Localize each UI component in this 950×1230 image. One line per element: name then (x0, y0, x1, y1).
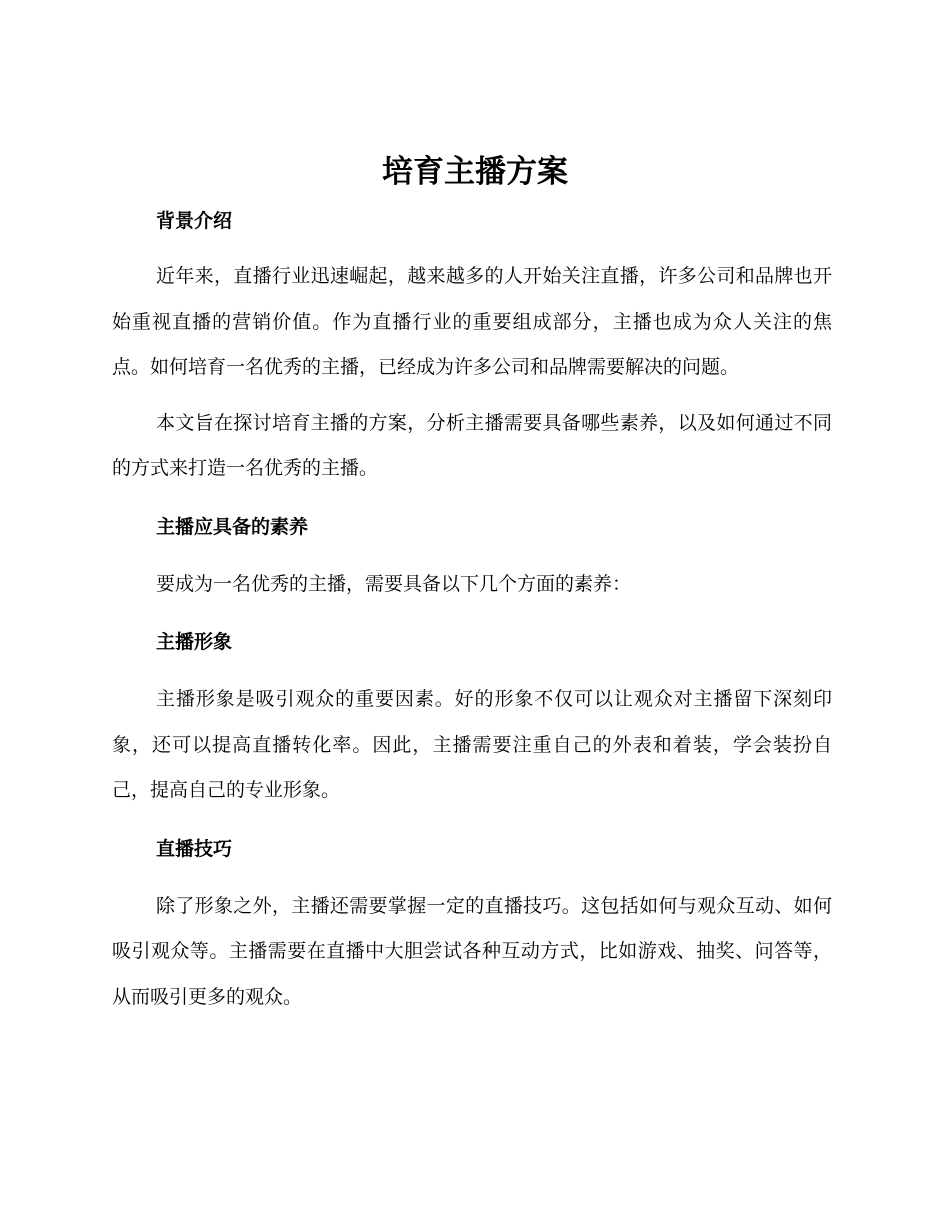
paragraph-purpose: 本文旨在探讨培育主播的方案，分析主播需要具备哪些素养，以及如何通过不同的方式来打造一名优秀的主播。 (112, 411, 832, 479)
paragraph-skills: 除了形象之外，主播还需要掌握一定的直播技巧。这包括如何与观众互动、如何吸引观众等。主播需要在直播中大胆尝试各种互动方式，比如游戏、抽奖、问答等，从而吸引更多的观众。 (112, 894, 832, 1008)
section-heading-image: 主播形象 (156, 631, 233, 653)
document-title: 培育主播方案 (382, 154, 568, 190)
section-heading-background: 背景介绍 (156, 210, 233, 232)
section-heading-skills: 直播技巧 (156, 837, 233, 860)
paragraph-background-intro: 近年来，直播行业迅速崛起，越来越多的人开始关注直播，许多公司和品牌也开始重视直播的营销价值。作为直播行业的重要组成部分，主播也成为众人关注的焦点。如何培育一名优秀的主播，已经成为许多公司和品牌需要解决的问题。 (112, 265, 832, 378)
document-body (112, 198, 832, 1020)
paragraph-qualities-intro: 要成为一名优秀的主播，需要具备以下几个方面的素养： (156, 572, 632, 595)
section-heading-qualities: 主播应具备的素养 (156, 515, 309, 538)
paragraph-image: 主播形象是吸引观众的重要因素。好的形象不仅可以让观众对主播留下深刻印象，还可以提高直播转化率。因此，主播需要注重自己的外表和着装，学会装扮自己，提高自己的专业形象。 (112, 688, 832, 801)
